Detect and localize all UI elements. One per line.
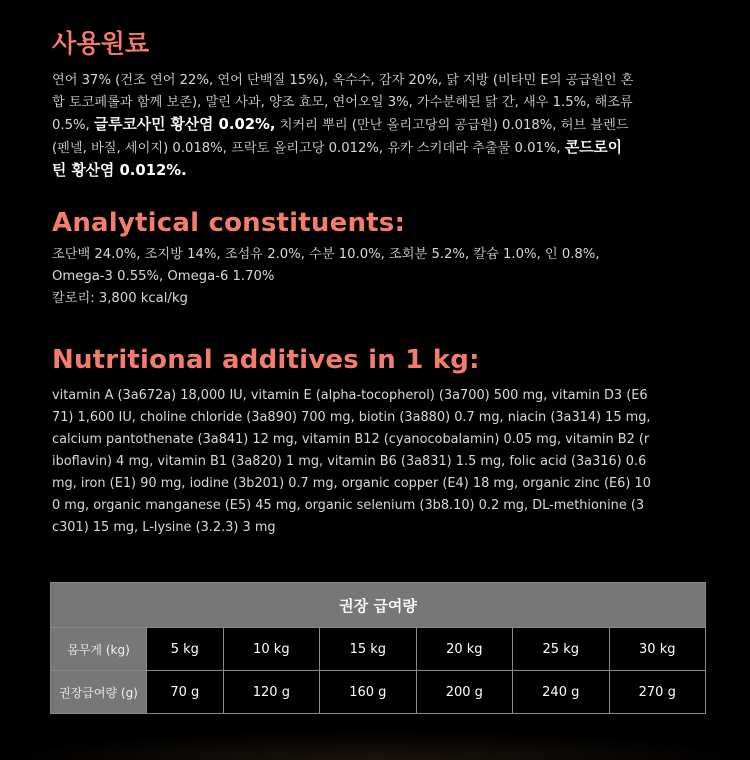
amount-row-label: 권장급여량 (g) [51,671,147,714]
additives-text [52,385,712,539]
analytical-line: 조단백 24.0%, 조지방 14%, 조섬유 2.0%, 수분 10.0%, 조회분 5.2%, 칼슘 1.0%, 인 0.8%, [52,247,600,262]
additives-line: 0 mg, organic manganese (E5) 45 mg, organic selenium (3b8.10) 0.2 mg, DL-methionine (3 [52,498,645,513]
weight-row-label: 몸무게 (kg) [51,628,147,671]
ingredients-line: (펜넬, 바질, 세이지) 0.018%, 프락토 올리고당 0.012%, 유카 스키데라 추출물 0.01%, 콘드로이 [52,139,623,156]
feeding-table-title: 권장 급여량 [51,583,706,628]
chondroitin-highlight: 콘드로이 [564,139,623,156]
bottom-glow-decoration [0,730,750,760]
analytical-line: 칼로리: 3,800 kcal/kg [52,291,188,306]
weight-cell: 25 kg [513,628,609,671]
additives-line: mg, iron (E1) 90 mg, iodine (3b201) 0.7 mg, organic copper (E4) 18 mg, organic zinc (E6) 10 [52,476,651,491]
analytical-section [52,208,712,310]
additives-title: Nutritional additives in 1 kg: [52,345,480,375]
amount-row [51,671,706,714]
weight-cell: 5 kg [147,628,224,671]
amount-cell: 70 g [147,671,224,714]
feeding-table [50,582,706,714]
ingredients-line: 합 토코페롤과 함께 보존), 말린 사과, 양조 효모, 연어오일 3%, 가수분해된 닭 간, 새우 1.5%, 해조류 [52,95,633,110]
ingredients-line: 연어 37% (건조 연어 22%, 연어 단백질 15%), 옥수수, 감자 20%, 닭 지방 (비타민 E의 공급원인 혼 [52,73,634,88]
analytical-line: Omega-3 0.55%, Omega-6 1.70% [52,269,275,284]
analytical-text [52,244,712,310]
ingredients-title: 사용원료 [52,29,150,58]
weight-cell: 20 kg [416,628,512,671]
additives-line: 71) 1,600 IU, choline chloride (3a890) 700 mg, biotin (3a880) 0.7 mg, niacin (3a314) 15 mg, [52,410,651,425]
additives-line: vitamin A (3a672a) 18,000 IU, vitamin E (alpha-tocopherol) (3a700) 500 mg, vitamin D3 (E6 [52,388,648,403]
ingredients-text [52,70,712,183]
weight-cell: 10 kg [223,628,319,671]
amount-cell: 270 g [609,671,706,714]
weight-cell: 15 kg [320,628,416,671]
chondroitin-highlight-cont: 틴 황산염 0.012%. [52,162,187,179]
weight-cell: 30 kg [609,628,706,671]
additives-line: iboflavin) 4 mg, vitamin B1 (3a820) 1 mg, vitamin B6 (3a831) 1.5 mg, folic acid (3a316) 0.6 [52,454,647,469]
additives-line: c301) 15 mg, L-lysine (3.2.3) 3 mg [52,520,276,535]
feeding-table-header-row [51,583,706,628]
glucosamine-highlight: 글루코사민 황산염 0.02%, [93,116,276,133]
weight-row [51,628,706,671]
amount-cell: 160 g [320,671,416,714]
ingredients-line [52,160,712,183]
additives-section [52,345,712,539]
amount-cell: 240 g [513,671,609,714]
ingredients-section [52,24,712,183]
amount-cell: 200 g [416,671,512,714]
analytical-title: Analytical constituents: [52,208,406,238]
ingredients-line: 0.5%, 글루코사민 황산염 0.02%, 치커리 뿌리 (만난 올리고당의 공급원) 0.018%, 허브 블렌드 [52,116,629,133]
amount-cell: 120 g [223,671,319,714]
additives-line: calcium pantothenate (3a841) 12 mg, vitamin B12 (cyanocobalamin) 0.05 mg, vitamin B2 (r [52,432,650,447]
